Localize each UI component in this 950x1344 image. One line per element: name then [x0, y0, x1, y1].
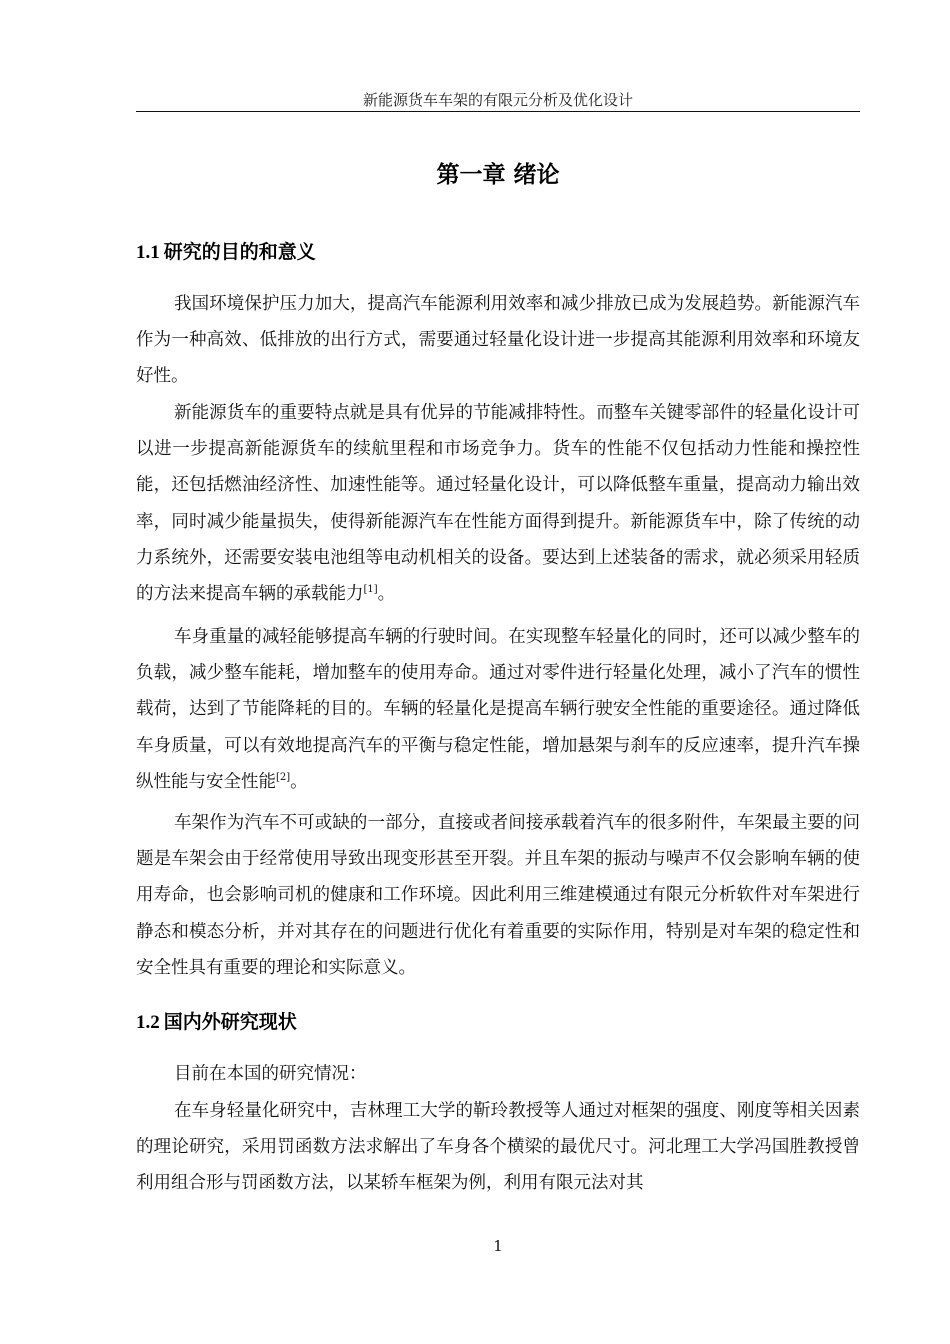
citation-ref: [1] — [363, 584, 378, 596]
section-number: 1.1 — [136, 242, 160, 263]
paragraph-5 — [136, 1056, 860, 1092]
header-divider — [136, 111, 860, 112]
paragraph-2 — [136, 395, 860, 612]
citation-ref: [2] — [276, 771, 291, 783]
page-number: 1 — [493, 1237, 503, 1255]
paragraph-text: 目前在本国的研究情况： — [174, 1064, 367, 1084]
paragraph-text: 车身重量的减轻能够提高车辆的行驶时间。在实现整车轻量化的同时，还可以减少整车的负载，减少整车能耗，增加整车的使用寿命。通过对零件进行轻量化处理，减小了汽车的惯性载荷，达到了节能降耗的目的。车辆的轻量化是提高车辆行驶安全性能的重要途径。通过降低车身质量，可以有效地提高汽车的平衡与稳定性能，增加悬架与刹车的反应速率，提升汽车操纵性能与安全性能 — [136, 627, 860, 792]
section-title: 国内外研究现状 — [163, 1011, 297, 1033]
section-heading-1-2 — [136, 1008, 860, 1037]
running-header: 新能源货车车架的有限元分析及优化设计 — [362, 91, 633, 109]
paragraph-text: 新能源货车的重要特点就是具有优异的节能减排特性。而整车关键零部件的轻量化设计可以进一步提高新能源货车的续航里程和市场竞争力。货车的性能不仅包括动力性能和操控性能，还包括燃油经济性、加速性能等。通过轻量化设计，可以降低整车重量，提高动力输出效率，同时减少能量损失，使得新能源汽车在性能方面得到提升。新能源货车中，除了传统的动力系统外，还需要安装电池组等电动机相关的设备。要达到上述装备的需求，就必须采用轻质的方法来提高车辆的承载能力 — [136, 403, 860, 605]
paragraph-1 — [136, 286, 860, 395]
paragraph-3 — [136, 619, 860, 800]
paragraph-text: 车架作为汽车不可或缺的一部分，直接或者间接承载着汽车的很多附件，车架最主要的问题是车架会由于经常使用导致出现变形甚至开裂。并且车架的振动与噪声不仅会影响车辆的使用寿命，也会影响司机的健康和工作环境。因此利用三维建模通过有限元分析软件对车架进行静态和模态分析，并对其存在的问题进行优化有着重要的实际作用，特别是对车架的稳定性和安全性具有重要的理论和实际意义。 — [136, 813, 860, 978]
paragraph-4 — [136, 805, 860, 986]
section-heading-1-1 — [136, 238, 860, 267]
paragraph-text: 我国环境保护压力加大，提高汽车能源利用效率和减少排放已成为发展趋势。新能源汽车作为一种高效、低排放的出行方式，需要通过轻量化设计进一步提高其能源利用效率和环境友好性。 — [136, 294, 860, 387]
chapter-title: 第一章 绪论 — [436, 162, 560, 188]
section-title: 研究的目的和意义 — [163, 241, 316, 263]
paragraph-end: 。 — [290, 771, 308, 792]
section-number: 1.2 — [136, 1012, 160, 1033]
paragraph-6 — [136, 1093, 860, 1202]
paragraph-end: 。 — [377, 584, 396, 605]
paragraph-text: 在车身轻量化研究中，吉林理工大学的靳玲教授等人通过对框架的强度、刚度等相关因素的理论研究，采用罚函数方法求解出了车身各个横梁的最优尺寸。河北理工大学冯国胜教授曾利用组合形与罚函数方法，以某轿车框架为例，利用有限元法对其 — [136, 1101, 860, 1194]
